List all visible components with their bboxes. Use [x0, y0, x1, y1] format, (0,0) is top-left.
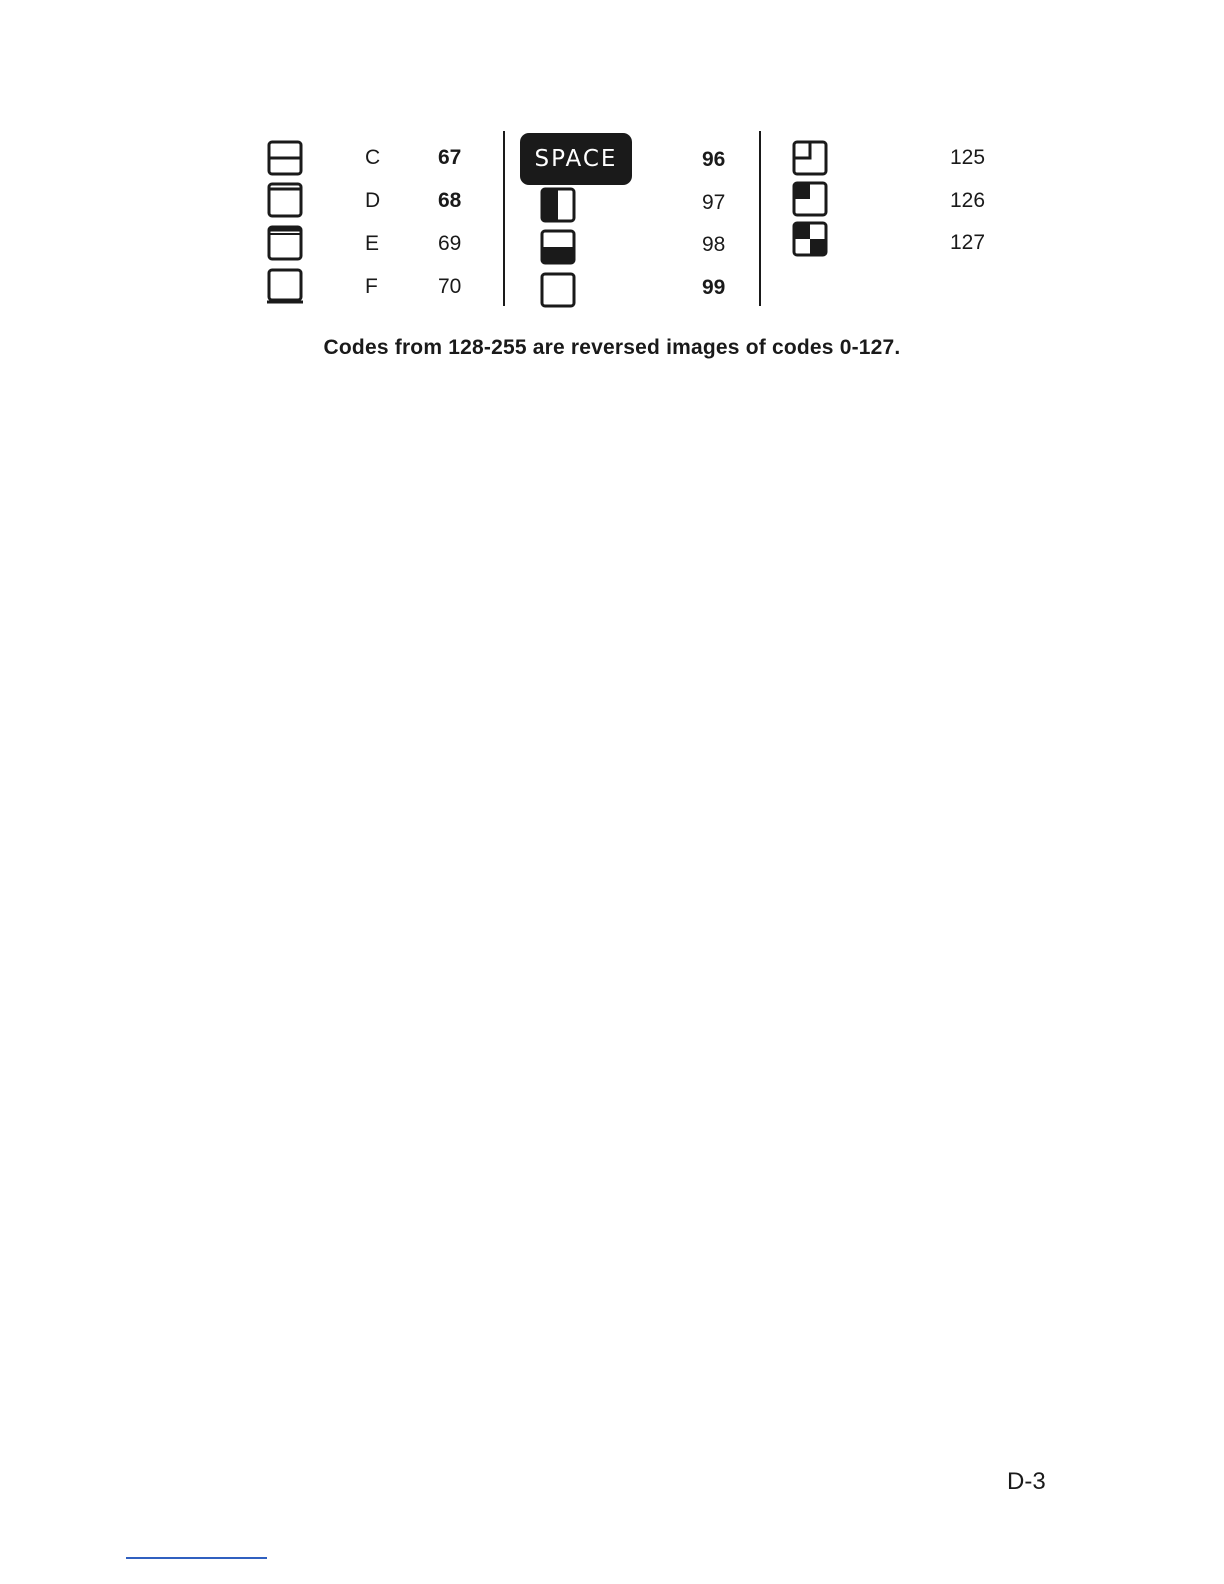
bottom-half-filled-box-icon	[540, 229, 576, 265]
box-top-line-icon	[267, 182, 303, 218]
char-label: D	[365, 189, 381, 212]
code-value: 97	[702, 191, 726, 214]
column-divider	[759, 131, 761, 306]
box-bottom-line-icon	[267, 268, 303, 304]
code-value: 69	[438, 232, 462, 255]
left-half-filled-box-icon	[540, 187, 576, 223]
code-value: 96	[702, 148, 726, 171]
page-number: D-3	[1007, 1468, 1046, 1495]
code-value: 68	[438, 189, 462, 212]
box-mid-line-icon	[267, 140, 303, 176]
checker-box-icon	[792, 221, 828, 257]
column-divider	[503, 131, 505, 306]
space-key-label: SPACE	[534, 146, 618, 172]
char-label: F	[365, 275, 378, 298]
code-value: 125	[950, 146, 986, 169]
code-value: 126	[950, 189, 986, 212]
top-right-quarter-box-icon	[792, 140, 828, 176]
code-value: 99	[702, 276, 726, 299]
code-value: 70	[438, 275, 462, 298]
table-caption: Codes from 128-255 are reversed images of codes 0-127.	[323, 336, 901, 359]
char-label: C	[365, 146, 381, 169]
char-label: E	[365, 232, 380, 255]
box-top-double-line-icon	[267, 225, 303, 261]
code-value: 127	[950, 231, 986, 254]
space-key-icon	[520, 133, 632, 185]
footer-divider	[126, 1557, 267, 1559]
code-value: 98	[702, 233, 726, 256]
empty-box-icon	[540, 272, 576, 308]
top-left-quarter-box-icon	[792, 181, 828, 217]
code-value: 67	[438, 146, 462, 169]
